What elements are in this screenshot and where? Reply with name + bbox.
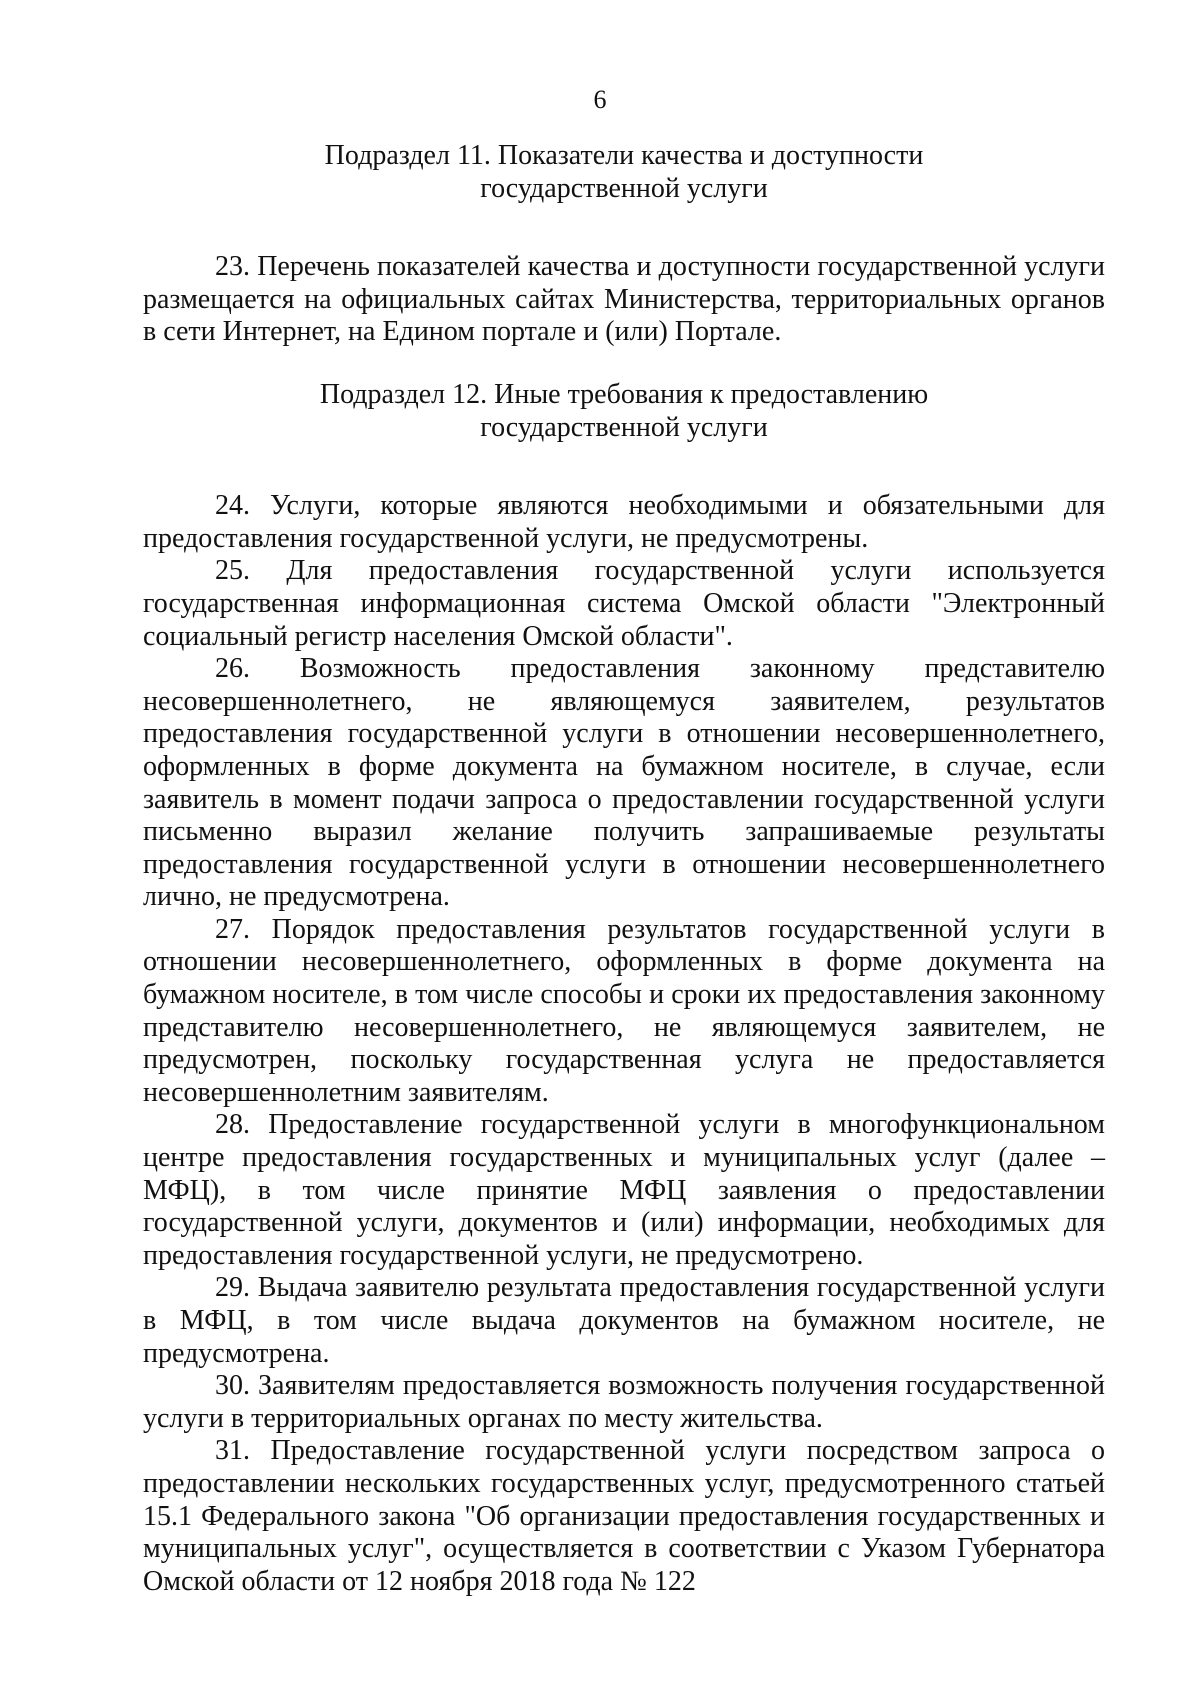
paragraph-23: 23. Перечень показателей качества и доступности государственной услуги размещается на официальных сайтах Министерства, территориальных органов в сети Интернет, на Едином портале и (или) Портале. xyxy=(143,251,1105,348)
paragraph-27: 27. Порядок предоставления результатов государственной услуги в отношении несовершеннолетнего, оформленных в форме документа на бумажном носителе, в том числе способы и сроки их предоставления законному представителю несовершеннолетнего, не являющемуся заявителем, не предусмотрен, поскольку государственная услуга не предоставляется несовершеннолетним заявителям. xyxy=(143,913,1105,1108)
section-heading-line: Подраздел 12. Иные требования к предоставлению xyxy=(319,378,929,410)
section-heading-12 xyxy=(143,379,1105,444)
document-body xyxy=(143,140,1105,1598)
paragraph-26: 26. Возможность предоставления законному представителю несовершеннолетнего, не являющемуся заявителем, результатов предоставления государственной услуги в отношении несовершеннолетнего, оформленных в форме документа на бумажном носителе, в случае, если заявитель в момент подачи запроса о предоставлении государственной услуги письменно выразил желание получить запрашиваемые результаты предоставления государственной услуги в отношении несовершеннолетнего лично, не предусмотрена. xyxy=(143,653,1105,913)
section-heading-line: государственной услуги xyxy=(480,172,768,204)
paragraph-30: 30. Заявителям предоставляется возможность получения государственной услуги в территориальных органах по месту жительства. xyxy=(143,1370,1105,1434)
paragraph-24: 24. Услуги, которые являются необходимыми и обязательными для предоставления государственной услуги, не предусмотрены. xyxy=(143,490,1105,554)
section-heading-11 xyxy=(143,140,1105,205)
section-heading-line: государственной услуги xyxy=(480,411,768,443)
paragraph-28: 28. Предоставление государственной услуги в многофункциональном центре предоставления государственных и муниципальных услуг (далее – МФЦ), в том числе принятие МФЦ заявления о предоставлении государственной услуги, документов и (или) информации, необходимых для предоставления государственной услуги, не предусмотрено. xyxy=(143,1109,1105,1271)
page-number: 6 xyxy=(593,85,607,114)
paragraph-31: 31. Предоставление государственной услуги посредством запроса о предоставлении нескольких государственных услуг, предусмотренного статьей 15.1 Федерального закона "Об организации предоставления государственных и муниципальных услуг", осуществляется в соответствии с Указом Губернатора Омской области от 12 ноября 2018 года № 122 xyxy=(143,1435,1105,1597)
paragraph-25: 25. Для предоставления государственной услуги используется государственная информационная система Омской области "Электронный социальный регистр населения Омской области". xyxy=(143,555,1105,652)
section-heading-line: Подраздел 11. Показатели качества и доступности xyxy=(324,140,924,171)
paragraph-29: 29. Выдача заявителю результата предоставления государственной услуги в МФЦ, в том числе выдача документов на бумажном носителе, не предусмотрена. xyxy=(143,1272,1105,1369)
